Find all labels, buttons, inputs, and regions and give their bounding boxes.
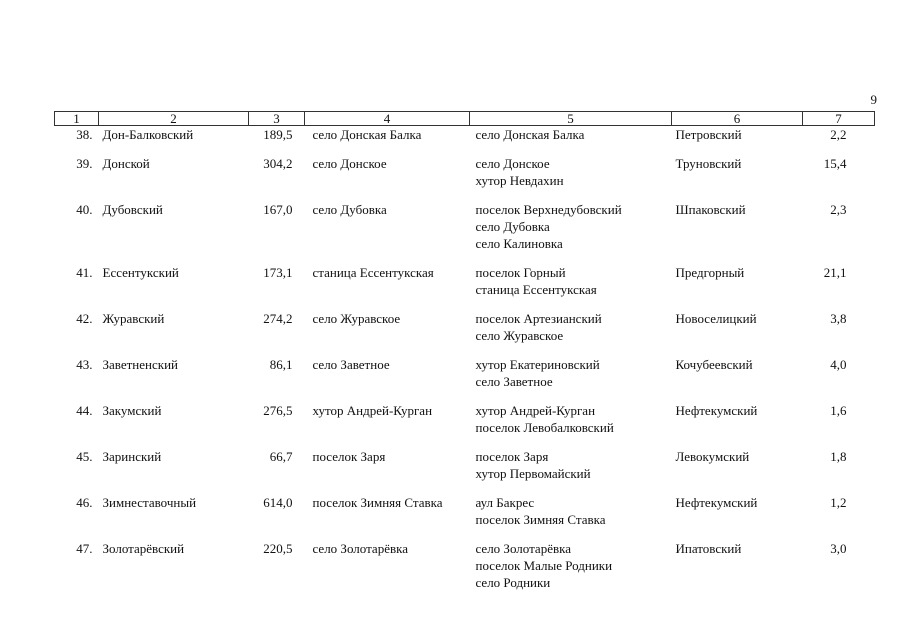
area-value: 173,1 xyxy=(263,265,293,280)
settlements-list xyxy=(470,155,672,201)
row-number: 47. xyxy=(76,541,93,556)
table-header xyxy=(55,112,875,126)
distance-value: 15,4 xyxy=(823,156,847,171)
settlements-table xyxy=(54,111,875,603)
settlement-item: хутор Невдахин xyxy=(475,173,564,188)
settlements-list xyxy=(470,201,672,264)
area-value: 614,0 xyxy=(263,495,293,510)
distance-value: 4,0 xyxy=(830,357,847,372)
distance-value: 2,3 xyxy=(830,202,847,217)
settlement-item: станица Ессентукская xyxy=(475,282,597,297)
administrative-center: село Донская Балка xyxy=(312,127,422,142)
area-value: 274,2 xyxy=(263,311,293,326)
column-header: 6 xyxy=(672,112,803,126)
settlement-item: село Калиновка xyxy=(475,236,563,251)
header-row xyxy=(55,112,875,126)
settlement-item: село Донская Балка xyxy=(475,127,585,142)
settlement-item: поселок Левобалковский xyxy=(475,420,614,435)
settlements-list xyxy=(470,264,672,310)
municipality-name: Золотарёвский xyxy=(102,541,185,556)
area-value: 304,2 xyxy=(263,156,293,171)
settlement-item: хутор Андрей-Курган xyxy=(475,403,596,418)
settlement-item: поселок Малые Родники xyxy=(475,558,613,573)
area-value: 276,5 xyxy=(263,403,293,418)
district-name: Левокумский xyxy=(675,449,750,464)
settlement-item: аул Бакрес xyxy=(475,495,535,510)
settlement-item: хутор Екатериновский xyxy=(475,357,600,372)
settlement-item: поселок Заря xyxy=(475,449,549,464)
district-name: Ипатовский xyxy=(675,541,742,556)
administrative-center: село Дубовка xyxy=(312,202,387,217)
row-number: 45. xyxy=(76,449,93,464)
area-value: 66,7 xyxy=(269,449,293,464)
district-name: Кочубеевский xyxy=(675,357,753,372)
settlements-list xyxy=(470,448,672,494)
table-row xyxy=(55,155,875,201)
municipality-name: Дубовский xyxy=(102,202,163,217)
column-header: 1 xyxy=(55,112,99,126)
district-name: Новоселицкий xyxy=(675,311,757,326)
settlement-item: поселок Зимняя Ставка xyxy=(475,512,606,527)
row-number: 41. xyxy=(76,265,93,280)
municipality-name: Заринский xyxy=(102,449,162,464)
administrative-center: станица Ессентукская xyxy=(312,265,434,280)
area-value: 167,0 xyxy=(263,202,293,217)
district-name: Труновский xyxy=(675,156,742,171)
area-value: 220,5 xyxy=(263,541,293,556)
table-body xyxy=(55,126,875,604)
administrative-center: хутор Андрей-Курган xyxy=(312,403,433,418)
settlement-item: село Донское xyxy=(475,156,550,171)
municipality-name: Зимнеставочный xyxy=(102,495,197,510)
settlements-list xyxy=(470,310,672,356)
settlements-list xyxy=(470,126,672,156)
administrative-center: село Журавское xyxy=(312,311,401,326)
settlement-item: село Дубовка xyxy=(475,219,550,234)
table-row xyxy=(55,310,875,356)
distance-value: 1,6 xyxy=(830,403,847,418)
distance-value: 3,8 xyxy=(830,311,847,326)
settlements-table-container xyxy=(54,111,874,603)
table-row xyxy=(55,201,875,264)
row-number: 44. xyxy=(76,403,93,418)
column-header: 3 xyxy=(249,112,305,126)
distance-value: 3,0 xyxy=(830,541,847,556)
administrative-center: село Заветное xyxy=(312,357,390,372)
district-name: Предгорный xyxy=(675,265,745,280)
row-number: 38. xyxy=(76,127,93,142)
settlement-item: хутор Первомайский xyxy=(475,466,591,481)
area-value: 86,1 xyxy=(269,357,293,372)
column-header: 5 xyxy=(470,112,672,126)
municipality-name: Дон-Балковский xyxy=(102,127,194,142)
settlements-list xyxy=(470,402,672,448)
administrative-center: поселок Заря xyxy=(312,449,386,464)
settlement-item: село Журавское xyxy=(475,328,564,343)
settlements-list xyxy=(470,494,672,540)
municipality-name: Ессентукский xyxy=(102,265,179,280)
distance-value: 1,2 xyxy=(830,495,847,510)
row-number: 43. xyxy=(76,357,93,372)
municipality-name: Заветненский xyxy=(102,357,178,372)
municipality-name: Закумский xyxy=(102,403,162,418)
municipality-name: Журавский xyxy=(102,311,165,326)
column-header: 7 xyxy=(803,112,875,126)
table-row xyxy=(55,264,875,310)
municipality-name: Донской xyxy=(102,156,150,171)
table-row xyxy=(55,540,875,603)
settlements-list xyxy=(470,356,672,402)
distance-value: 21,1 xyxy=(823,265,847,280)
district-name: Нефтекумский xyxy=(675,495,758,510)
row-number: 42. xyxy=(76,311,93,326)
table-row xyxy=(55,356,875,402)
settlement-item: поселок Верхнедубовский xyxy=(475,202,622,217)
settlement-item: поселок Артезианский xyxy=(475,311,602,326)
administrative-center: поселок Зимняя Ставка xyxy=(312,495,443,510)
table-row xyxy=(55,494,875,540)
column-header: 2 xyxy=(99,112,249,126)
row-number: 40. xyxy=(76,202,93,217)
table-row xyxy=(55,448,875,494)
administrative-center: село Золотарёвка xyxy=(312,541,409,556)
settlement-item: село Родники xyxy=(475,575,551,590)
table-row xyxy=(55,402,875,448)
row-number: 46. xyxy=(76,495,93,510)
administrative-center: село Донское xyxy=(312,156,387,171)
district-name: Петровский xyxy=(675,127,742,142)
area-value: 189,5 xyxy=(263,127,293,142)
settlement-item: село Заветное xyxy=(475,374,553,389)
column-header: 4 xyxy=(305,112,470,126)
settlement-item: поселок Горный xyxy=(475,265,566,280)
distance-value: 1,8 xyxy=(830,449,847,464)
settlement-item: село Золотарёвка xyxy=(475,541,572,556)
district-name: Шпаковский xyxy=(675,202,746,217)
page-number: 9 xyxy=(870,92,877,107)
table-row xyxy=(55,126,875,156)
district-name: Нефтекумский xyxy=(675,403,758,418)
distance-value: 2,2 xyxy=(830,127,847,142)
settlements-list xyxy=(470,540,672,603)
row-number: 39. xyxy=(76,156,93,171)
